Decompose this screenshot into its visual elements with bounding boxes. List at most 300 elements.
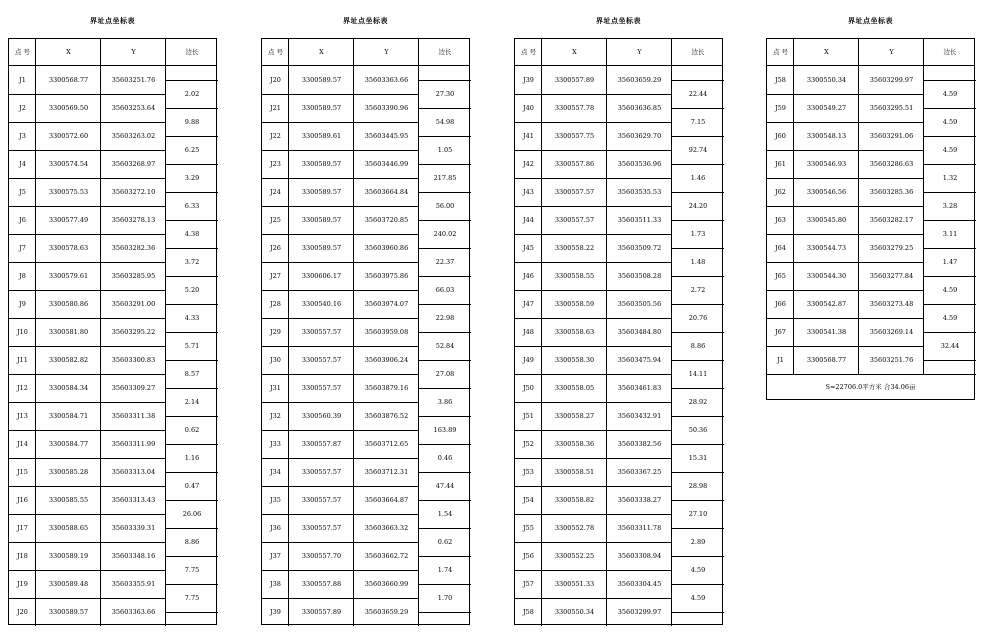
table-cell: J6 <box>19 216 26 224</box>
side-length-value: 1.70 <box>437 594 453 602</box>
table-cell: J65 <box>775 272 786 280</box>
table-cell: J62 <box>775 188 786 196</box>
header-point-no: 点 号 <box>520 48 537 56</box>
side-length-value: 4.59 <box>942 118 958 126</box>
table-cell: 35603461.83 <box>617 384 662 392</box>
table-cell: 35603484.80 <box>617 328 662 336</box>
side-length-value: 163.89 <box>433 426 457 434</box>
table-cell: 35603432.91 <box>617 412 662 420</box>
table-cell: 3300584.34 <box>48 384 89 392</box>
side-length-value: 5.20 <box>184 286 200 294</box>
table-cell: J8 <box>19 272 26 280</box>
side-divider <box>166 612 218 613</box>
table-cell: J42 <box>523 160 534 168</box>
table-cell: 35603509.72 <box>617 244 662 252</box>
table-cell: J43 <box>523 188 534 196</box>
side-length-value: 27.08 <box>435 370 455 378</box>
table-cell: 3300578.63 <box>48 244 89 252</box>
table-cell: 3300577.49 <box>48 216 89 224</box>
table-cell: 35603300.83 <box>111 356 156 364</box>
table-cell: J2 <box>19 104 26 112</box>
table-cell: 3300557.78 <box>554 104 595 112</box>
coordinate-table <box>514 38 723 625</box>
table-cell: J61 <box>775 160 786 168</box>
table-cell: 35603304.45 <box>617 580 662 588</box>
table-cell: 35603251.76 <box>111 76 156 84</box>
table-cell: J21 <box>270 104 281 112</box>
table-cell: 35603299.97 <box>617 608 662 616</box>
table-cell: J36 <box>270 524 281 532</box>
table-cell: 3300589.57 <box>301 104 342 112</box>
table-cell: 3300589.57 <box>301 244 342 252</box>
header-point-no: 点 号 <box>267 48 284 56</box>
table-cell: J49 <box>523 356 534 364</box>
side-length-value: 28.98 <box>688 482 708 490</box>
table-cell: 35603272.10 <box>111 188 156 196</box>
table-header <box>515 39 722 66</box>
table-cell: 3300557.57 <box>301 356 342 364</box>
table-cell: 3300582.82 <box>48 356 89 364</box>
table-cell: J14 <box>17 440 28 448</box>
table-cell: 3300584.77 <box>48 440 89 448</box>
table-cell: J27 <box>270 272 281 280</box>
table-cell: J3 <box>19 132 26 140</box>
table-cell: 35603664.84 <box>364 188 409 196</box>
table-cell: 3300557.57 <box>301 524 342 532</box>
table-cell: 35603311.78 <box>617 524 662 532</box>
table-cell: J20 <box>270 76 281 84</box>
table-cell: 35603278.13 <box>111 216 156 224</box>
table-cell: 3300546.93 <box>806 160 847 168</box>
table-cell: J41 <box>523 132 534 140</box>
table-cell: 35603286.63 <box>869 160 914 168</box>
table-cell: 3300558.22 <box>554 244 595 252</box>
side-length-value: 8.57 <box>184 370 200 378</box>
table-cell: 3300568.77 <box>806 356 847 364</box>
side-length-value: 26.06 <box>182 510 202 518</box>
table-cell: J19 <box>17 580 28 588</box>
table-cell: 3300557.57 <box>554 216 595 224</box>
table-cell: J66 <box>775 300 786 308</box>
table-cell: 35603309.27 <box>111 384 156 392</box>
side-length-value: 8.86 <box>184 538 200 546</box>
header-point-no: 点 号 <box>772 48 789 56</box>
table-cell: 3300558.82 <box>554 496 595 504</box>
side-length-value: 7.75 <box>184 594 200 602</box>
table-cell: 35603390.96 <box>364 104 409 112</box>
table-cell: J5 <box>19 188 26 196</box>
table-cell: 35603906.24 <box>364 356 409 364</box>
side-length-value: 22.37 <box>435 258 455 266</box>
table-cell: 3300552.25 <box>554 552 595 560</box>
table-cell: 35603382.56 <box>617 440 662 448</box>
table-title: 界址点坐标表 <box>90 16 135 25</box>
header-y: Y <box>889 48 894 56</box>
table-cell: 35603363.66 <box>111 608 156 616</box>
table-cell: 3300557.57 <box>554 188 595 196</box>
table-cell: 35603660.99 <box>364 580 409 588</box>
table-cell: 3300580.86 <box>48 300 89 308</box>
table-cell: 3300557.75 <box>554 132 595 140</box>
area-summary: S=22706.0平方米 合34.06亩 <box>825 383 916 391</box>
table-cell: 35603712.65 <box>364 440 409 448</box>
side-length-value: 47.44 <box>435 482 455 490</box>
table-cell: 35603636.85 <box>617 104 662 112</box>
table-cell: 35603269.14 <box>869 328 914 336</box>
table-cell: 3300606.17 <box>301 272 342 280</box>
side-length-value: 4.59 <box>942 90 958 98</box>
table-cell: 3300550.34 <box>806 76 847 84</box>
header-x: X <box>319 48 324 56</box>
table-cell: J44 <box>523 216 534 224</box>
table-cell: 3300541.38 <box>806 328 847 336</box>
table-cell: J56 <box>523 552 534 560</box>
table-cell: 35603308.94 <box>617 552 662 560</box>
table-cell: 3300579.61 <box>48 272 89 280</box>
table-cell: J50 <box>523 384 534 392</box>
table-cell: 35603475.94 <box>617 356 662 364</box>
side-divider <box>419 612 471 613</box>
table-cell: 3300588.65 <box>48 524 89 532</box>
table-cell: J13 <box>17 412 28 420</box>
header-point-no: 点 号 <box>14 48 31 56</box>
table-cell: 35603363.66 <box>364 76 409 84</box>
table-cell: 3300589.57 <box>301 216 342 224</box>
table-cell: J48 <box>523 328 534 336</box>
table-cell: J20 <box>17 608 28 616</box>
table-title: 界址点坐标表 <box>596 16 641 25</box>
table-cell: 3300585.55 <box>48 496 89 504</box>
side-length-value: 2.02 <box>184 90 200 98</box>
side-length-value: 22.98 <box>435 314 455 322</box>
table-cell: 35603277.84 <box>869 272 914 280</box>
table-cell: 35603348.16 <box>111 552 156 560</box>
table-cell: J35 <box>270 496 281 504</box>
table-cell: 35603508.28 <box>617 272 662 280</box>
table-cell: 3300568.77 <box>48 76 89 84</box>
table-cell: 35603446.99 <box>364 160 409 168</box>
table-cell: J10 <box>17 328 28 336</box>
table-cell: 3300589.57 <box>301 160 342 168</box>
header-x: X <box>66 48 71 56</box>
table-cell: 3300558.27 <box>554 412 595 420</box>
side-length-value: 4.59 <box>942 314 958 322</box>
table-cell: 35603664.87 <box>364 496 409 504</box>
side-length-value: 50.36 <box>688 426 708 434</box>
table-cell: J26 <box>270 244 281 252</box>
table-cell: J64 <box>775 244 786 252</box>
table-cell: J11 <box>17 356 28 364</box>
table-cell: 3300557.57 <box>301 468 342 476</box>
table-cell: 35603285.36 <box>869 188 914 196</box>
table-cell: J46 <box>523 272 534 280</box>
side-length-value: 3.86 <box>437 398 453 406</box>
side-length-value: 3.29 <box>184 174 200 182</box>
side-length-value: 4.33 <box>184 314 200 322</box>
table-cell: J47 <box>523 300 534 308</box>
table-cell: 3300558.51 <box>554 468 595 476</box>
side-length-value: 6.33 <box>184 202 200 210</box>
table-cell: 3300558.55 <box>554 272 595 280</box>
header-y: Y <box>131 48 136 56</box>
side-length-value: 3.11 <box>942 230 958 238</box>
table-cell: 35603720.85 <box>364 216 409 224</box>
side-length-value: 54.98 <box>435 118 455 126</box>
side-length-value: 2.89 <box>690 538 706 546</box>
table-cell: J28 <box>270 300 281 308</box>
table-cell: 35603295.51 <box>869 104 914 112</box>
side-length-value: 27.30 <box>435 90 455 98</box>
table-cell: J17 <box>17 524 28 532</box>
header-side-length: 边长 <box>185 48 199 56</box>
table-cell: 3300558.30 <box>554 356 595 364</box>
table-cell: J57 <box>523 580 534 588</box>
table-cell: 35603268.97 <box>111 160 156 168</box>
table-cell: 3300584.71 <box>48 412 89 420</box>
table-title: 界址点坐标表 <box>343 16 388 25</box>
table-cell: 35603282.17 <box>869 216 914 224</box>
side-length-value: 1.32 <box>942 174 958 182</box>
table-header <box>767 39 974 66</box>
table-cell: 3300560.39 <box>301 412 342 420</box>
header-side-length: 边长 <box>943 48 957 56</box>
side-length-value: 22.44 <box>688 90 708 98</box>
table-cell: J18 <box>17 552 28 560</box>
table-cell: J59 <box>775 104 786 112</box>
table-cell: J55 <box>523 524 534 532</box>
table-cell: 35603445.95 <box>364 132 409 140</box>
side-length-value: 7.15 <box>690 118 706 126</box>
table-cell: J38 <box>270 580 281 588</box>
side-length-value: 0.62 <box>437 538 453 546</box>
table-title: 界址点坐标表 <box>848 16 893 25</box>
table-cell: J29 <box>270 328 281 336</box>
table-cell: 3300549.27 <box>806 104 847 112</box>
table-cell: 3300557.57 <box>301 384 342 392</box>
table-cell: 35603291.06 <box>869 132 914 140</box>
table-cell: 35603535.53 <box>617 188 662 196</box>
table-cell: J1 <box>777 356 784 364</box>
side-length-value: 92.74 <box>688 146 708 154</box>
table-cell: 35603299.97 <box>869 76 914 84</box>
table-cell: J15 <box>17 468 28 476</box>
side-length-value: 6.25 <box>184 146 200 154</box>
side-length-value: 66.03 <box>435 286 455 294</box>
table-cell: 3300557.89 <box>554 76 595 84</box>
table-cell: 3300557.57 <box>301 328 342 336</box>
side-length-value: 20.76 <box>688 314 708 322</box>
table-cell: 35603311.99 <box>111 440 156 448</box>
table-cell: 35603959.08 <box>364 328 409 336</box>
coordinate-table <box>766 38 975 400</box>
coordinate-table <box>8 38 217 625</box>
side-length-value: 56.00 <box>435 202 455 210</box>
table-cell: J23 <box>270 160 281 168</box>
table-cell: J40 <box>523 104 534 112</box>
table-cell: J12 <box>17 384 28 392</box>
side-length-value: 0.47 <box>184 482 200 490</box>
table-cell: 35603311.38 <box>111 412 156 420</box>
table-cell: 3300558.05 <box>554 384 595 392</box>
table-cell: J22 <box>270 132 281 140</box>
table-cell: J39 <box>270 608 281 616</box>
table-cell: 3300558.59 <box>554 300 595 308</box>
table-cell: 3300550.34 <box>554 608 595 616</box>
side-length-value: 9.88 <box>184 118 200 126</box>
table-cell: 35603536.96 <box>617 160 662 168</box>
table-cell: 3300557.57 <box>301 496 342 504</box>
table-cell: J25 <box>270 216 281 224</box>
side-length-value: 14.11 <box>688 370 708 378</box>
table-cell: J54 <box>523 496 534 504</box>
table-cell: 35603285.95 <box>111 272 156 280</box>
side-length-value: 5.71 <box>184 342 200 350</box>
table-cell: 3300544.73 <box>806 244 847 252</box>
table-cell: 35603974.07 <box>364 300 409 308</box>
table-cell: J31 <box>270 384 281 392</box>
table-cell: J51 <box>523 412 534 420</box>
table-cell: 35603659.29 <box>364 608 409 616</box>
side-length-value: 240.02 <box>433 230 457 238</box>
table-cell: J9 <box>19 300 26 308</box>
table-cell: 35603295.22 <box>111 328 156 336</box>
table-cell: J1 <box>19 76 26 84</box>
side-length-value: 0.46 <box>437 454 453 462</box>
table-cell: 3300581.80 <box>48 328 89 336</box>
table-cell: 35603279.25 <box>869 244 914 252</box>
table-cell: 3300552.78 <box>554 524 595 532</box>
header-side-length: 边长 <box>438 48 452 56</box>
table-cell: 35603663.32 <box>364 524 409 532</box>
table-cell: 3300589.61 <box>301 132 342 140</box>
side-length-value: 1.47 <box>942 258 958 266</box>
side-length-value: 15.31 <box>688 454 708 462</box>
table-cell: J53 <box>523 468 534 476</box>
table-cell: 35603876.52 <box>364 412 409 420</box>
table-cell: 35603273.48 <box>869 300 914 308</box>
table-cell: J60 <box>775 132 786 140</box>
header-y: Y <box>637 48 642 56</box>
table-cell: 35603659.29 <box>617 76 662 84</box>
side-length-value: 8.86 <box>690 342 706 350</box>
table-cell: 35603367.25 <box>617 468 662 476</box>
side-length-value: 4.59 <box>942 146 958 154</box>
table-cell: 3300551.33 <box>554 580 595 588</box>
header-y: Y <box>384 48 389 56</box>
side-divider <box>672 612 724 613</box>
side-length-value: 32.44 <box>940 342 960 350</box>
side-length-value: 1.54 <box>437 510 453 518</box>
table-cell: 3300572.60 <box>48 132 89 140</box>
table-cell: 3300557.88 <box>301 580 342 588</box>
table-cell: 35603313.43 <box>111 496 156 504</box>
header-x: X <box>572 48 577 56</box>
table-cell: 3300589.57 <box>301 76 342 84</box>
table-header <box>262 39 469 66</box>
side-length-value: 4.38 <box>184 230 200 238</box>
table-cell: 35603313.04 <box>111 468 156 476</box>
side-length-value: 1.16 <box>184 454 200 462</box>
table-cell: 3300574.54 <box>48 160 89 168</box>
table-cell: 3300589.48 <box>48 580 89 588</box>
table-cell: J37 <box>270 552 281 560</box>
table-cell: J67 <box>775 328 786 336</box>
table-cell: 35603291.00 <box>111 300 156 308</box>
table-cell: 35603251.76 <box>869 356 914 364</box>
table-header <box>9 39 216 66</box>
table-cell: 3300558.63 <box>554 328 595 336</box>
side-length-value: 4.59 <box>690 594 706 602</box>
table-cell: 3300589.19 <box>48 552 89 560</box>
side-length-value: 1.05 <box>437 146 453 154</box>
side-divider <box>924 360 976 361</box>
table-cell: 3300575.53 <box>48 188 89 196</box>
side-length-value: 2.14 <box>184 398 200 406</box>
table-cell: J7 <box>19 244 26 252</box>
side-length-value: 1.73 <box>690 230 706 238</box>
table-cell: 35603960.86 <box>364 244 409 252</box>
table-cell: 35603338.27 <box>617 496 662 504</box>
coordinate-table <box>261 38 470 625</box>
table-cell: J58 <box>775 76 786 84</box>
table-cell: J45 <box>523 244 534 252</box>
table-cell: 35603263.02 <box>111 132 156 140</box>
table-cell: J24 <box>270 188 281 196</box>
side-length-value: 4.59 <box>690 566 706 574</box>
table-cell: 35603975.86 <box>364 272 409 280</box>
table-cell: 3300542.87 <box>806 300 847 308</box>
table-cell: 35603879.16 <box>364 384 409 392</box>
table-cell: 3300557.86 <box>554 160 595 168</box>
side-length-value: 1.74 <box>437 566 453 574</box>
header-x: X <box>824 48 829 56</box>
side-length-value: 52.84 <box>435 342 455 350</box>
table-cell: 3300548.13 <box>806 132 847 140</box>
table-cell: 3300589.57 <box>301 188 342 196</box>
table-cell: J4 <box>19 160 26 168</box>
table-cell: 3300569.50 <box>48 104 89 112</box>
table-cell: J34 <box>270 468 281 476</box>
table-cell: 35603629.70 <box>617 132 662 140</box>
table-cell: J30 <box>270 356 281 364</box>
side-length-value: 24.20 <box>688 202 708 210</box>
table-cell: 3300557.87 <box>301 440 342 448</box>
table-cell: 3300589.57 <box>48 608 89 616</box>
side-length-value: 3.72 <box>184 258 200 266</box>
table-cell: 35603662.72 <box>364 552 409 560</box>
table-cell: 3300546.56 <box>806 188 847 196</box>
table-cell: J33 <box>270 440 281 448</box>
table-cell: 35603505.56 <box>617 300 662 308</box>
table-cell: 35603282.36 <box>111 244 156 252</box>
table-cell: J58 <box>523 608 534 616</box>
side-length-value: 27.10 <box>688 510 708 518</box>
table-cell: 3300585.28 <box>48 468 89 476</box>
table-cell: 3300540.16 <box>301 300 342 308</box>
table-cell: 3300558.36 <box>554 440 595 448</box>
table-cell: J63 <box>775 216 786 224</box>
side-length-value: 3.28 <box>942 202 958 210</box>
side-length-value: 4.59 <box>942 286 958 294</box>
table-cell: J39 <box>523 76 534 84</box>
side-length-value: 0.62 <box>184 426 200 434</box>
table-cell: 3300544.30 <box>806 272 847 280</box>
table-cell: J32 <box>270 412 281 420</box>
table-cell: 3300557.89 <box>301 608 342 616</box>
header-side-length: 边长 <box>691 48 705 56</box>
table-cell: 35603253.64 <box>111 104 156 112</box>
table-cell: 35603339.31 <box>111 524 156 532</box>
